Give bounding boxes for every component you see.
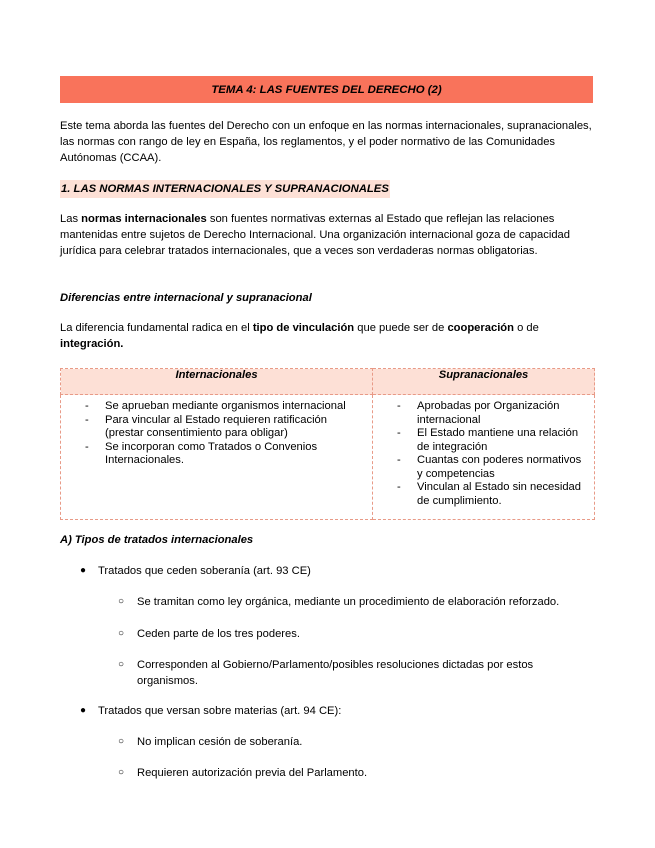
list-item-text: Ceden parte de los tres poderes. [137, 628, 300, 640]
list-item [118, 657, 588, 689]
list-item-text: El Estado mantiene una relación de integración [417, 427, 579, 453]
list-item-text: Para vincular al Estado requieren ratificación (prestar consentimiento para obligar) [105, 413, 328, 439]
list-item [397, 400, 586, 427]
text-run: o de [513, 322, 539, 334]
circle-bullet-icon: ○ [118, 628, 125, 639]
intro-paragraph: Este tema aborda las fuentes del Derecho con un enfoque en las normas internacionales, supranacionales, las normas con rango de ley en España, los reglamentos, y el poder normativo de las Comunidades Autónomas (CCAA). [60, 120, 592, 164]
dash-marker: - [397, 454, 401, 466]
list-item [85, 414, 364, 441]
list-item [118, 626, 588, 642]
list-item-text: Tratados que ceden soberanía (art. 93 CE) [98, 565, 311, 577]
list-item [118, 594, 588, 610]
bullet-icon: ● [80, 565, 87, 576]
comparison-table [60, 368, 595, 520]
list-item [397, 427, 586, 454]
list-item-text: Tratados que versan sobre materias (art. 94 CE): [98, 705, 342, 717]
list [397, 400, 586, 508]
cell-internacionales [61, 395, 373, 520]
list-item-text: No implican cesión de soberanía. [137, 736, 303, 748]
dash-marker: - [397, 481, 401, 493]
list-item [118, 765, 588, 781]
list-item-text: Aprobadas por Organización internacional [417, 400, 560, 426]
paragraph-diferencia [60, 320, 595, 352]
bold-term: normas internacionales [81, 213, 207, 225]
subheading-tipos-tratados: A) Tipos de tratados internacionales [60, 534, 254, 546]
circle-bullet-icon: ○ [118, 659, 125, 670]
list-item-text: Cuantas con poderes normativos y competencias [417, 454, 582, 480]
text-run: son fuentes normativas externas al Estado que reflejan las relaciones mantenidas entre sujetos de Derecho Internacional. Una organización internacional goza de capacidad jurídica para celebrar tratados internacionales, que a veces son verdaderas normas obligatorias. [60, 213, 570, 257]
bold-term: cooperación [447, 322, 514, 334]
section-heading: 1. LAS NORMAS INTERNACIONALES Y SUPRANACIONALES [60, 180, 390, 198]
subheading-diferencias: Diferencias entre internacional y supranacional [60, 292, 312, 304]
bold-term: tipo de vinculación [252, 322, 355, 334]
list-item-text: Se aprueban mediante organismos internacional [105, 400, 346, 412]
list [85, 400, 364, 468]
circle-bullet-icon: ○ [118, 596, 125, 607]
circle-bullet-icon: ○ [118, 736, 125, 747]
list-item-text: Vinculan al Estado sin necesidad de cumplimiento. [417, 481, 582, 507]
document-title-text: TEMA 4: LAS FUENTES DEL DERECHO (2) [211, 83, 442, 96]
list-item-text: Se incorporan como Tratados o Convenios Internacionales. [105, 440, 318, 466]
document-title [60, 76, 593, 103]
table-row [61, 395, 595, 520]
text-run: La diferencia fundamental radica en el [60, 322, 253, 334]
list-item [118, 734, 588, 750]
table-header-row [61, 369, 595, 395]
list-item [397, 454, 586, 481]
dash-marker: - [397, 427, 401, 439]
list-item-text: Requieren autorización previa del Parlamento. [137, 767, 368, 779]
dash-marker: - [85, 413, 89, 426]
list-item [397, 481, 586, 508]
paragraph-normas-internacionales [60, 211, 595, 259]
bullet-icon: ● [80, 705, 87, 716]
list-item-text: Se tramitan como ley orgánica, mediante un procedimiento de elaboración reforzado. [137, 596, 560, 608]
dash-marker: - [85, 400, 89, 412]
cell-supranacionales [373, 395, 595, 520]
text-run: que puede ser de [354, 322, 448, 334]
header-internacionales: Internacionales [61, 369, 373, 395]
header-supranacionales: Supranacionales [373, 369, 595, 395]
list-item [85, 400, 364, 414]
list-item-text: Corresponden al Gobierno/Parlamento/posibles resoluciones dictadas por estos organismos. [137, 659, 534, 687]
dash-marker: - [85, 440, 89, 453]
list-item [85, 441, 364, 468]
bold-term: integración. [60, 338, 124, 350]
dash-marker: - [397, 400, 401, 412]
circle-bullet-icon: ○ [118, 767, 125, 778]
text-run: Las [60, 213, 82, 225]
